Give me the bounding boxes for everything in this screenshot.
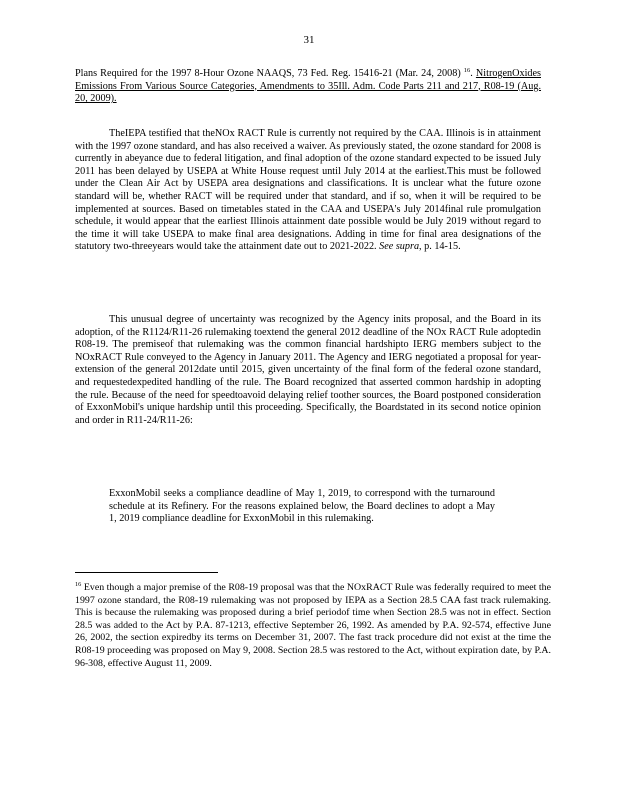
paragraph-1 [75,128,541,254]
reference-line1: Plans Required for the 1997 8-Hour Ozone NAAQS, 73 Fed. Reg. 15416-21 (Mar. 24, 2008) [75,68,461,79]
paragraph-1-text: TheIEPA testified that theNOx RACT Rule is currently not required by the CAA. Illinois is in attainment with the 1997 ozone standard, and has also received a waiver. As previously stated, the ozone standard for 2008 is currently in abeyance due to federal litigation, and final adoption of the ozone standard expected to be issued July 2011 has been delayed by USEPA at White House request until July 2014 at the earliest.This must be followed under the Clean Air Act by USEPA area designations and classifications. It is unclear what the future ozone standard will be, whether RACT will be required under that standard, and if so, when it will be required to be implemented at sources. Based on timetables stated in the CAA and USEPA's July 2014final rule promulgation schedule, it would appear that the earliest Illinois attainment date possible would be July 2019 without regard to the time it will take USEPA to make final area designations. Adding in time for final area designations of the statutory two-threeyears would take the attainment date out to 2021-2022. [75,128,541,253]
footnote-number: 16 [75,581,82,588]
reference-docket: , R08-19 (Aug. 20, 2009). [75,80,542,105]
paragraph-1-cite-tail: , p. 14-15. [419,241,461,253]
footnote-marker-ref: 16 [463,67,471,74]
block-quote: ExxonMobil seeks a compliance deadline of May 1, 2019, to correspond with the turnaround schedule at its Refinery. For the reasons explained below, the Board declines to adopt a May 1, 2019 compliance deadline for ExxonMobil in this rulemaking. [109,488,495,525]
paragraph-2: This unusual degree of uncertainty was recognized by the Agency inits proposal, and the Board in its adoption, of the R1124/R11-26 rulemaking toextend the general 2012 deadline of the NOx RACT Rule adoptedin R08-19. The premiseof that rulemaking was the common financial hardshipto IERG members subject to the NOxRACT Rule conveyed to the Agency in January 2011. The Agency and IERG negotiated a proposal for year-extension of the general 2012date until 2015, given uncertainty of the final form of the federal ozone standard, and requestedexpedited handling of the rule. The Board recognized that asserted common hardship in adopting the rule. Because of the need for speedtoavoid delaying relief toother sources, the Board postponed consideration of ExxonMobil's unique hardship until this proceeding. Specifically, the Boardstated in its second notice opinion and order in R11-24/R11-26: [75,314,541,426]
reference-underlined-title: NitrogenOxides Emissions From Various Source Categories, Amendments to 35Ill. Adm. Code Parts 211 and 217 [75,68,541,92]
reference-line1-end: . [470,68,473,79]
paragraph-1-cite: See supra [379,241,420,253]
footnote-divider [75,572,218,573]
reference-block [75,68,541,106]
page-number: 31 [303,34,315,46]
footnote-text: Even though a major premise of the R08-19 proposal was that the NOxRACT Rule was federally required to meet the 1997 ozone standard, the R08-19 rulemaking was not proposed by IEPA as a Section 28.5 CAA fast track rulemaking. This is because the rulemaking was proposed during a brief periodof time when Section 28.5 was not in effect. Section 28.5 was added to the Act by P.A. 87-1213, effective September 26, 1992. As amended by P.A. 92-574, effective June 26, 2002, the section expiredby its terms on December 31, 2007. The fast track procedure did not exist at the time the R08-19 proceeding was proposed on May 9, 2008. Section 28.5 was restored to the Act, without expiration date, by P.A. 96-308, effective August 11, 2009. [75,582,551,669]
footnote [75,582,551,670]
